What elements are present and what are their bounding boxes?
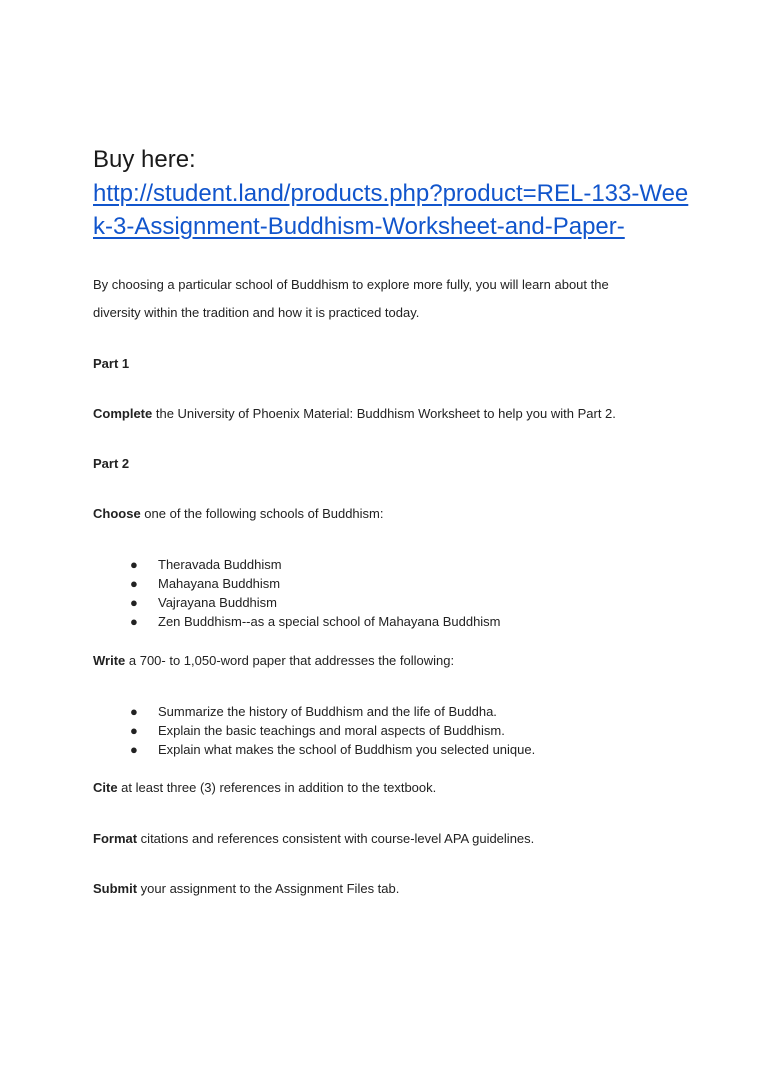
product-link-line-2[interactable]: k-3-Assignment-Buddhism-Worksheet-and-Paper- (93, 213, 625, 240)
bullet-icon: ● (130, 704, 138, 719)
format-text: citations and references consistent with course-level APA guidelines. (137, 831, 535, 846)
bullet-icon: ● (130, 723, 138, 738)
part-1-heading: Part 1 (93, 356, 130, 371)
choose-text: one of the following schools of Buddhism: (140, 506, 384, 521)
list-item: ● Explain what makes the school of Buddhism you selected unique. (130, 742, 536, 757)
schools-list (130, 555, 501, 631)
bullet-icon: ● (130, 742, 138, 757)
product-link-line-1[interactable]: http://student.land/products.php?product=REL-133-Wee (93, 180, 689, 207)
submit-instruction (93, 880, 399, 898)
submit-keyword: Submit (93, 881, 138, 896)
list-item: ● Mahayana Buddhism (130, 576, 281, 591)
write-instruction (93, 652, 454, 670)
cite-text: at least three (3) references in addition to the textbook. (117, 780, 437, 795)
buy-here-label: Buy here: (93, 146, 196, 173)
list-item: ● Zen Buddhism--as a special school of Mahayana Buddhism (130, 614, 501, 629)
intro-line-1: By choosing a particular school of Buddhism to explore more fully, you will learn about the (93, 277, 609, 292)
cite-instruction (93, 779, 436, 797)
complete-keyword: Complete (93, 406, 153, 421)
list-item: ● Vajrayana Buddhism (130, 595, 277, 610)
bullet-icon: ● (130, 595, 138, 610)
choose-instruction (93, 505, 383, 523)
product-link[interactable] (93, 177, 693, 243)
bullet-icon: ● (130, 614, 138, 629)
bullet-icon: ● (130, 576, 138, 591)
complete-text: the University of Phoenix Material: Buddhism Worksheet to help you with Part 2. (152, 406, 616, 421)
write-text: a 700- to 1,050-word paper that addresses the following: (125, 653, 455, 668)
intro-line-2: diversity within the tradition and how it is practiced today. (93, 305, 420, 320)
submit-text: your assignment to the Assignment Files tab. (137, 881, 400, 896)
complete-instruction (93, 405, 616, 423)
list-item: ● Summarize the history of Buddhism and the life of Buddha. (130, 704, 497, 719)
format-keyword: Format (93, 831, 138, 846)
list-item: ● Explain the basic teachings and moral aspects of Buddhism. (130, 723, 505, 738)
intro-paragraph (93, 271, 693, 327)
requirements-list (130, 702, 535, 759)
part-2-heading: Part 2 (93, 456, 130, 471)
bullet-icon: ● (130, 557, 138, 572)
format-instruction (93, 830, 534, 848)
cite-keyword: Cite (93, 780, 118, 795)
choose-keyword: Choose (93, 506, 141, 521)
write-keyword: Write (93, 653, 126, 668)
list-item: ● Theravada Buddhism (130, 557, 282, 572)
